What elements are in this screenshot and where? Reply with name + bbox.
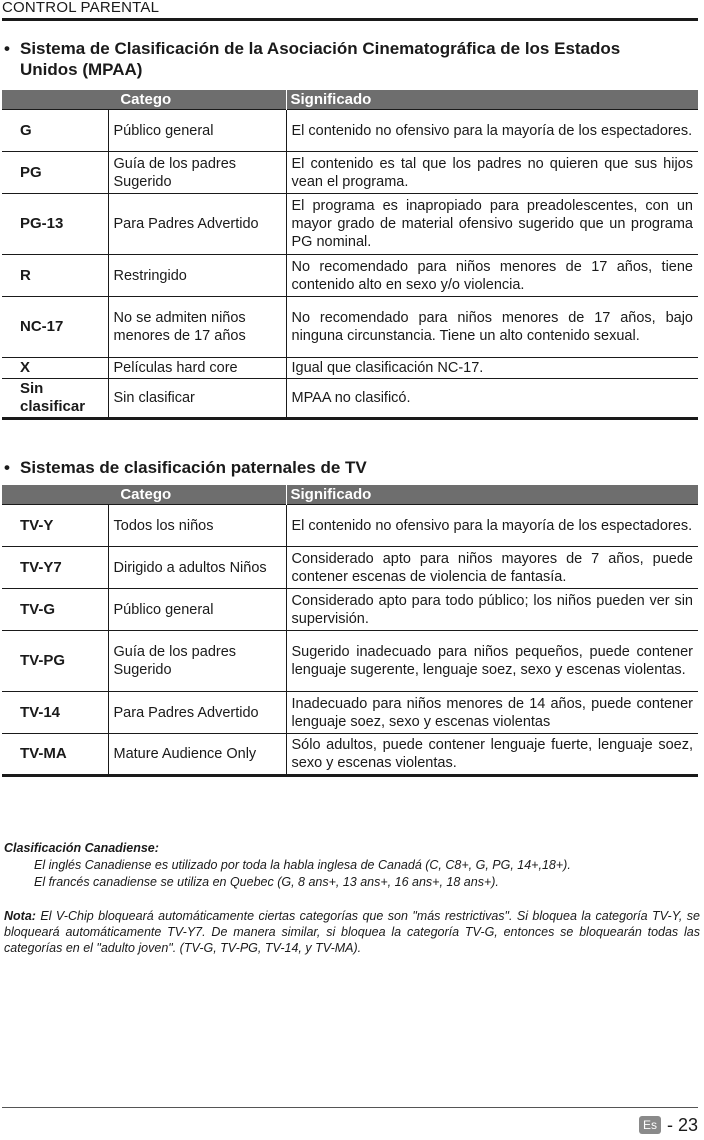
rating-name: Todos los niños — [108, 505, 286, 547]
rating-meaning: El programa es inapropiado para preadolescentes, con un mayor grado de material ofensivo sugerido que un programa PG nominal. — [286, 194, 698, 255]
table-row — [2, 505, 698, 547]
table-row — [2, 255, 698, 297]
table-header-row — [2, 90, 698, 110]
rating-name: Mature Audience Only — [108, 734, 286, 776]
table-row — [2, 194, 698, 255]
rating-name: Público general — [108, 589, 286, 631]
page-number-text: - 23 — [666, 1115, 698, 1135]
page-header: CONTROL PARENTAL — [2, 0, 698, 21]
note-label: Nota: — [4, 909, 36, 923]
tv-title: Sistemas de clasificación paternales de TV — [20, 458, 367, 477]
rating-code: TV-Y — [2, 505, 108, 547]
rating-name: Sin clasificar — [108, 379, 286, 419]
rating-code: PG-13 — [2, 194, 108, 255]
rating-name: Para Padres Advertido — [108, 692, 286, 734]
page-number — [639, 1114, 698, 1136]
rating-meaning: Considerado apto para todo público; los niños pueden ver sin supervisión. — [286, 589, 698, 631]
table-row — [2, 547, 698, 589]
table-row — [2, 379, 698, 419]
bullet-icon: • — [4, 39, 10, 58]
vchip-note — [4, 908, 700, 956]
rating-meaning: MPAA no clasificó. — [286, 379, 698, 419]
bullet-icon: • — [4, 458, 10, 477]
table-row — [2, 734, 698, 776]
rating-meaning: No recomendado para niños menores de 17 años, tiene contenido alto en sexo y/o violencia. — [286, 255, 698, 297]
mpaa-title-line1: Sistema de Clasificación de la Asociación Cinematográfica de los Estados — [20, 39, 621, 58]
rating-name: Guía de los padres Sugerido — [108, 631, 286, 692]
table-row — [2, 358, 698, 379]
rating-code: NC-17 — [2, 297, 108, 358]
canadian-rating-info — [4, 840, 698, 891]
table-row — [2, 110, 698, 152]
tv-section-title — [4, 457, 367, 478]
rating-code: TV-MA — [2, 734, 108, 776]
rating-meaning: Igual que clasificación NC-17. — [286, 358, 698, 379]
rating-name: Dirigido a adultos Niños — [108, 547, 286, 589]
rating-code: Sin clasificar — [2, 379, 108, 419]
rating-name: Guía de los padres Sugerido — [108, 152, 286, 194]
rating-meaning: Sólo adultos, puede contener lenguaje fuerte, lenguaje soez, sexo y escenas violentas. — [286, 734, 698, 776]
mpaa-rating-table — [2, 90, 698, 420]
rating-meaning: No recomendado para niños menores de 17 años, bajo ninguna circunstancia. Tiene un alto contenido sexual. — [286, 297, 698, 358]
tv-rating-table — [2, 485, 698, 777]
table-row — [2, 692, 698, 734]
rating-name: Público general — [108, 110, 286, 152]
rating-name: Para Padres Advertido — [108, 194, 286, 255]
rating-meaning: El contenido es tal que los padres no quieren que sus hijos vean el programa. — [286, 152, 698, 194]
footer-divider — [2, 1107, 698, 1108]
table-row — [2, 589, 698, 631]
language-badge: Es — [639, 1116, 661, 1134]
rating-meaning: Inadecuado para niños menores de 14 años, puede contener lenguaje soez, sexo y escenas violentas — [286, 692, 698, 734]
rating-code: TV-PG — [2, 631, 108, 692]
canadian-french-line: El francés canadiense se utiliza en Quebec (G, 8 ans+, 13 ans+, 16 ans+, 18 ans+). — [34, 875, 499, 889]
rating-code: TV-14 — [2, 692, 108, 734]
canadian-rating-label: Clasificación Canadiense: — [4, 841, 159, 855]
rating-name: Restringido — [108, 255, 286, 297]
table-row — [2, 297, 698, 358]
table-header-row — [2, 485, 698, 505]
column-header-category: Catego — [2, 485, 286, 505]
mpaa-section-title — [4, 38, 620, 80]
table-row — [2, 152, 698, 194]
rating-code: TV-G — [2, 589, 108, 631]
mpaa-title-line2: Unidos (MPAA) — [20, 60, 143, 79]
table-row — [2, 631, 698, 692]
rating-code: X — [2, 358, 108, 379]
note-text: El V-Chip bloqueará automáticamente ciertas categorías que son "más restrictivas". Si bloquea la categoría TV-Y, se bloqueará automáticamente TV-Y7. De manera similar, si bloquea la categoría TV-G, entonces se bloquearán todas las categorías en el "adulto joven". (TV-G, TV-PG, TV-14, y TV-MA). — [4, 909, 700, 955]
column-header-category: Catego — [2, 90, 286, 110]
column-header-meaning: Significado — [286, 90, 698, 110]
rating-meaning: Sugerido inadecuado para niños pequeños, puede contener lenguaje sugerente, lenguaje soez, sexo y escenas violentas. — [286, 631, 698, 692]
rating-meaning: Considerado apto para niños mayores de 7 años, puede contener escenas de violencia de fantasía. — [286, 547, 698, 589]
rating-code: R — [2, 255, 108, 297]
column-header-meaning: Significado — [286, 485, 698, 505]
rating-meaning: El contenido no ofensivo para la mayoría de los espectadores. — [286, 505, 698, 547]
rating-code: G — [2, 110, 108, 152]
rating-name: No se admiten niños menores de 17 años — [108, 297, 286, 358]
rating-meaning: El contenido no ofensivo para la mayoría de los espectadores. — [286, 110, 698, 152]
rating-code: TV-Y7 — [2, 547, 108, 589]
rating-code: PG — [2, 152, 108, 194]
canadian-english-line: El inglés Canadiense es utilizado por toda la habla inglesa de Canadá (C, C8+, G, PG, 14+,18+). — [34, 858, 571, 872]
rating-name: Películas hard core — [108, 358, 286, 379]
